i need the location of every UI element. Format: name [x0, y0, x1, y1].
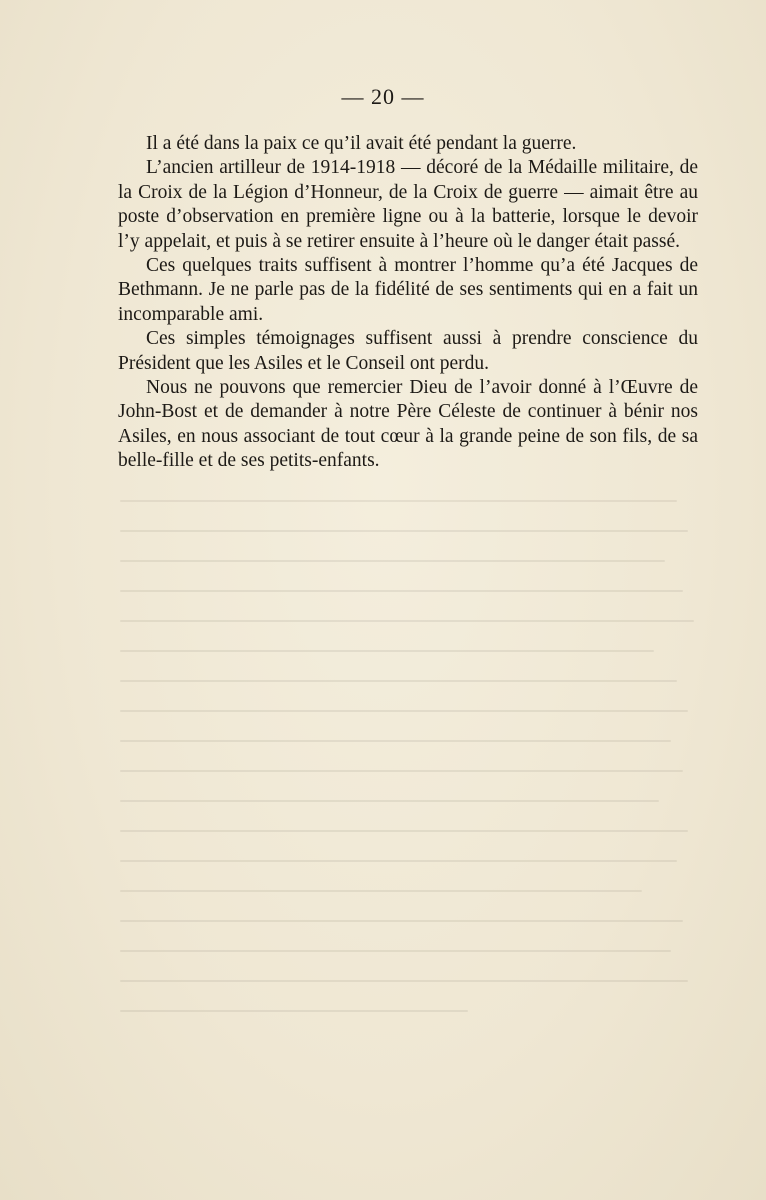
reverse-side-show-through — [120, 500, 700, 1120]
page-number: — 20 — — [341, 84, 425, 109]
paragraph: Ces simples témoignages suffisent aussi à prendre conscience du Président que les Asiles et le Conseil ont perdu. — [118, 328, 698, 374]
body-text — [118, 132, 698, 474]
paragraph: L’ancien artilleur de 1914-1918 — décoré de la Médaille militaire, de la Croix de la Légion d’Honneur, de la Croix de guerre — aimait être au poste d’observation en première ligne ou à la batterie, lorsque le devoir l’y appelait, et puis à se retirer ensuite à l’heure où le danger était passé. — [118, 157, 698, 252]
paragraph: Il a été dans la paix ce qu’il avait été pendant la guerre. — [146, 133, 577, 154]
paragraph: Nous ne pouvons que remercier Dieu de l’avoir donné à l’Œuvre de John-Bost et de demander à notre Père Céleste de continuer à bénir nos Asiles, en nous associant de tout cœur à la grande peine de son fils, de sa belle-fille et de ses petits-enfants. — [118, 377, 698, 472]
paragraph: Ces quelques traits suffisent à montrer l’homme qu’a été Jacques de Bethmann. Je ne parle pas de la fidélité de ses sentiments qui en a fait un incomparable ami. — [118, 255, 698, 325]
